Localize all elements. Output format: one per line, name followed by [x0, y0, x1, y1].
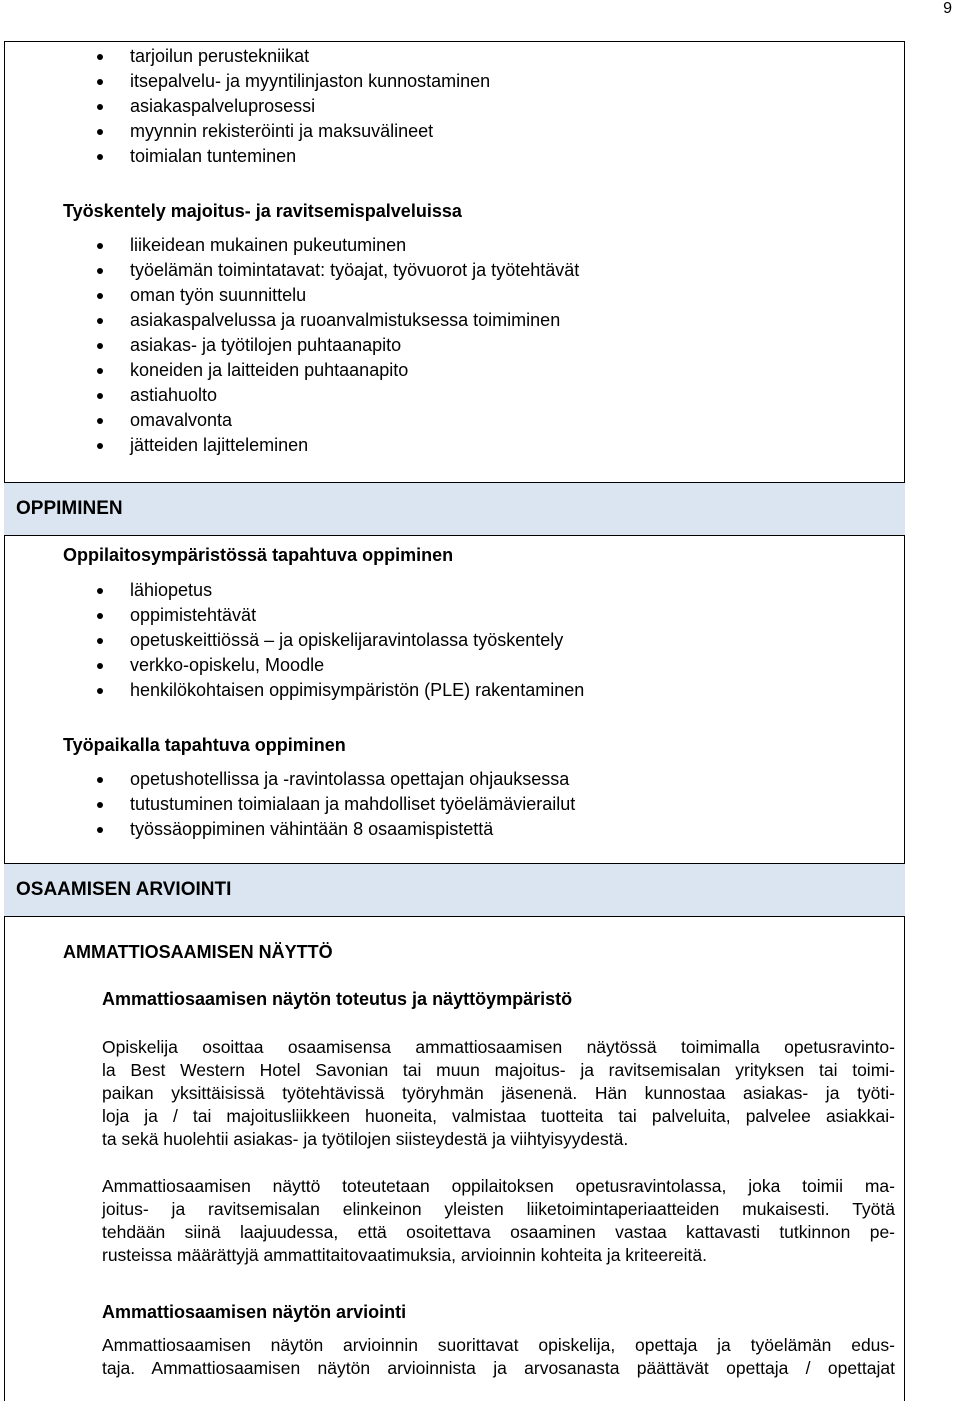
- bullet-icon: [97, 293, 103, 299]
- bullet-icon: [97, 79, 103, 85]
- list-item: itsepalvelu- ja myyntilinjaston kunnostaminen: [0, 69, 490, 94]
- section-heading: AMMATTIOSAAMISEN NÄYTTÖ: [63, 942, 333, 962]
- bullet-icon: [97, 777, 103, 783]
- list-item: lähiopetus: [0, 578, 584, 603]
- learning-list-school: [0, 578, 584, 703]
- list-item: henkilökohtaisen oppimisympäristön (PLE) rakentaminen: [0, 678, 584, 703]
- bullet-icon: [97, 802, 103, 808]
- list-item: työssäoppiminen vähintään 8 osaamispistettä: [0, 817, 575, 842]
- list-item: opetuskeittiössä – ja opiskelijaravintolassa työskentely: [0, 628, 584, 653]
- band-label: OPPIMINEN: [16, 498, 123, 519]
- bullet-icon: [97, 443, 103, 449]
- bullet-icon: [97, 827, 103, 833]
- list-item: liikeidean mukainen pukeutuminen: [0, 233, 579, 258]
- bullet-icon: [97, 613, 103, 619]
- bullet-icon: [97, 368, 103, 374]
- list-item: astiahuolto: [0, 383, 579, 408]
- list-item: asiakaspalvelussa ja ruoanvalmistuksessa toimiminen: [0, 308, 579, 333]
- band-label: OSAAMISEN ARVIOINTI: [16, 879, 232, 900]
- list-item: jätteiden lajitteleminen: [0, 433, 579, 458]
- list-item: asiakas- ja työtilojen puhtaanapito: [0, 333, 579, 358]
- bullet-icon: [97, 154, 103, 160]
- list-item: omavalvonta: [0, 408, 579, 433]
- list-item: oppimistehtävät: [0, 603, 584, 628]
- paragraph: Ammattiosaamisen näyttö toteutetaan oppilaitoksen opetusravintolassa, joka toimii ma- joitus- ja ravitsemisalan elinkeinon yleisten liiketoimintaperiaatteiden mukaisesti. Työtä tehdään siinä laajuudessa, että osoitettava osaaminen vastaa kattavasti tutkinnon pe- rusteissa määrättyjä ammattitaitovaatimuksia, arvioinnin kohteita ja kriteereitä.: [102, 1176, 895, 1265]
- section-heading: Työpaikalla tapahtuva oppiminen: [63, 735, 346, 755]
- page-number: 9: [943, 0, 952, 17]
- bullet-icon: [97, 588, 103, 594]
- bullet-icon: [97, 104, 103, 110]
- list-item: toimialan tunteminen: [0, 144, 490, 169]
- list-item: asiakaspalveluprosessi: [0, 94, 490, 119]
- bullet-icon: [97, 343, 103, 349]
- bullet-icon: [97, 268, 103, 274]
- sub-heading: Ammattiosaamisen näytön arviointi: [102, 1302, 407, 1322]
- list-item: työelämän toimintatavat: työajat, työvuorot ja työtehtävät: [0, 258, 579, 283]
- list-item: verkko-opiskelu, Moodle: [0, 653, 584, 678]
- section-band-oppiminen: [4, 482, 905, 536]
- topic-list-a: [0, 44, 490, 169]
- bullet-icon: [97, 638, 103, 644]
- bullet-icon: [97, 243, 103, 249]
- list-item: myynnin rekisteröinti ja maksuvälineet: [0, 119, 490, 144]
- bullet-icon: [97, 393, 103, 399]
- section-heading: Työskentely majoitus- ja ravitsemispalveluissa: [63, 201, 462, 221]
- paragraph: Ammattiosaamisen näytön arvioinnin suorittavat opiskelija, opettaja ja työelämän edus- taja. Ammattiosaamisen näytön arvioinnista ja arvosanasta päättävät opettaja / opettajat: [102, 1335, 895, 1378]
- learning-list-workplace: [0, 767, 575, 842]
- bullet-icon: [97, 663, 103, 669]
- sub-heading: Ammattiosaamisen näytön toteutus ja näyttöympäristö: [102, 989, 573, 1009]
- topic-list-b: [0, 233, 579, 458]
- paragraph: Opiskelija osoittaa osaamisensa ammattiosaamisen näytössä toimimalla opetusravinto- la Best Western Hotel Savonian tai muun majoitus- ja ravitsemisalan yrityksen tai toimi- paikan yksittäisissä työtehtävissä työryhmän jäsenenä. Hän kunnostaa asiakas- ja työti- loja ja / tai majoitusliikkeen huoneita, valmistaa tuotteita tai palveluita, palvelee asiakkai- ta sekä huolehtii asiakas- ja työtilojen siisteydestä ja viihtyisyydestä.: [102, 1037, 895, 1149]
- bullet-icon: [97, 688, 103, 694]
- section-heading: Oppilaitosympäristössä tapahtuva oppiminen: [63, 545, 454, 565]
- section-band-arviointi: [4, 863, 905, 917]
- list-item: opetushotellissa ja -ravintolassa opettajan ohjauksessa: [0, 767, 575, 792]
- bullet-icon: [97, 54, 103, 60]
- list-item: koneiden ja laitteiden puhtaanapito: [0, 358, 579, 383]
- list-item: oman työn suunnittelu: [0, 283, 579, 308]
- bullet-icon: [97, 418, 103, 424]
- list-item: tutustuminen toimialaan ja mahdolliset työelämävierailut: [0, 792, 575, 817]
- list-item: tarjoilun perustekniikat: [0, 44, 490, 69]
- bullet-icon: [97, 318, 103, 324]
- bullet-icon: [97, 129, 103, 135]
